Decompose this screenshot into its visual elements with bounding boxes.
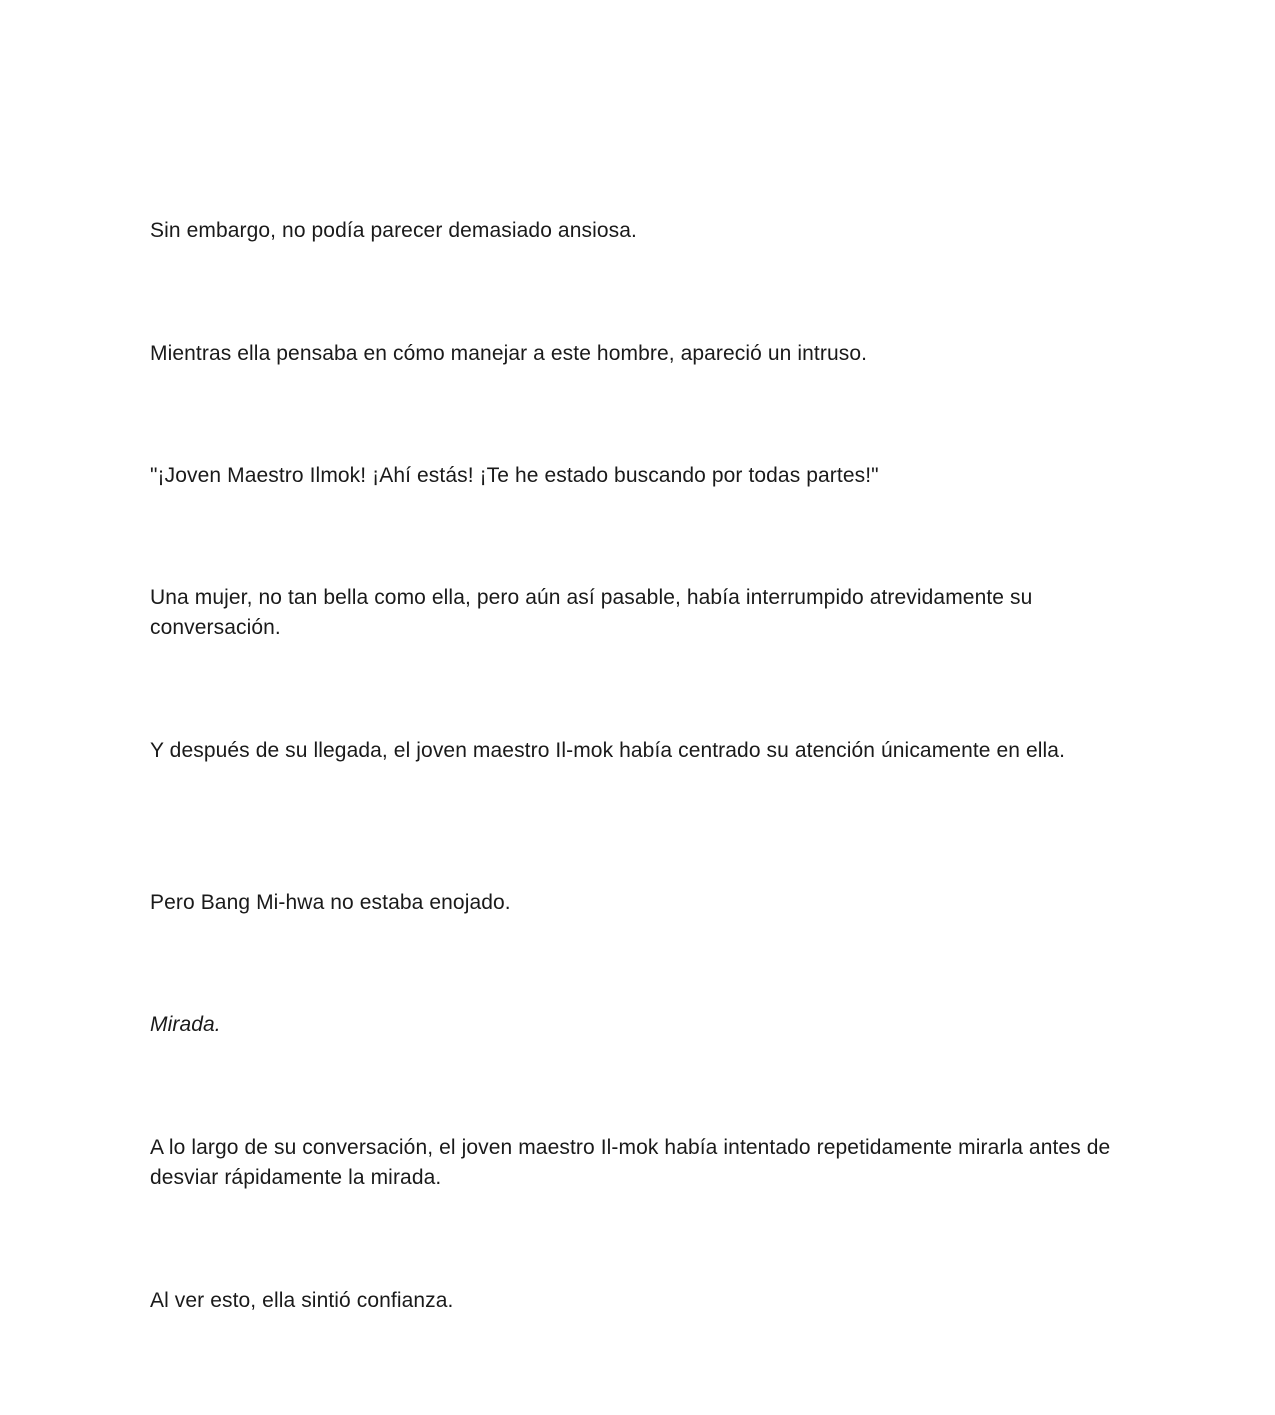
paragraph: Pero Bang Mi-hwa no estaba enojado. (150, 891, 511, 914)
paragraph: Al ver esto, ella sintió confianza. (150, 1289, 454, 1312)
paragraph: Una mujer, no tan bella como ella, pero aún así pasable, había interrumpido atrevidamente su conversación. (150, 586, 1033, 639)
paragraph: Sin embargo, no podía parecer demasiado ansiosa. (150, 219, 637, 242)
paragraph: Y después de su llegada, el joven maestro Il-mok había centrado su atención únicamente en ella. (150, 739, 1066, 762)
paragraph: Mientras ella pensaba en cómo manejar a este hombre, apareció un intruso. (150, 342, 868, 365)
paragraph: "¡Joven Maestro Ilmok! ¡Ahí estás! ¡Te he estado buscando por todas partes!" (150, 464, 879, 487)
paragraph: A lo largo de su conversación, el joven maestro Il-mok había intentado repetidamente mirarla antes de desviar rápidamente la mirada. (150, 1136, 1111, 1189)
paragraph-italic: Mirada. (150, 1013, 221, 1036)
